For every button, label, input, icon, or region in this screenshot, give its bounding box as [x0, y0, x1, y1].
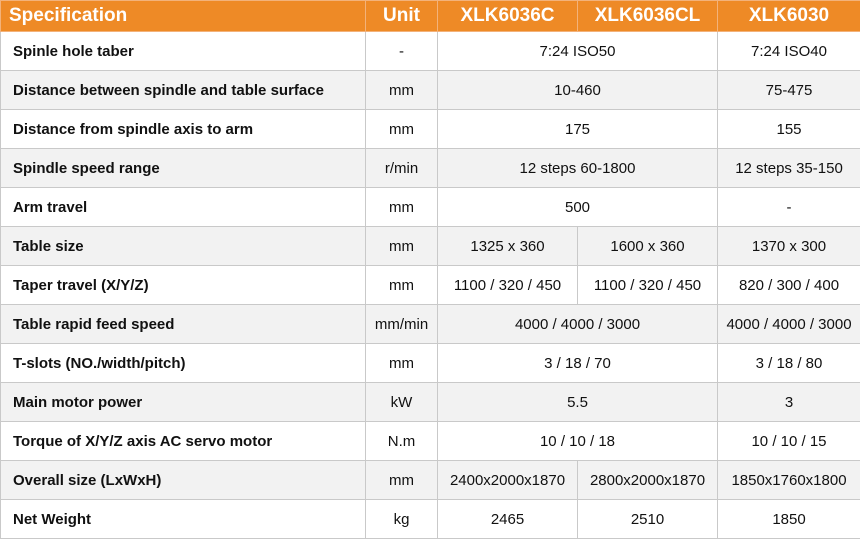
header-model-xlk6030: XLK6030 — [718, 1, 860, 32]
value-xlk6036c-xlk6036cl: 500 — [438, 188, 718, 227]
value-xlk6030: 155 — [718, 110, 860, 149]
spec-label: Arm travel — [1, 188, 366, 227]
value-xlk6036cl: 2510 — [578, 500, 718, 539]
header-model-xlk6036cl: XLK6036CL — [578, 1, 718, 32]
spec-unit: mm/min — [366, 305, 438, 344]
table-row — [1, 32, 860, 71]
spec-table-header — [1, 1, 860, 32]
value-xlk6036c: 2465 — [438, 500, 578, 539]
table-row — [1, 422, 860, 461]
spec-unit: mm — [366, 71, 438, 110]
value-xlk6030: 7:24 ISO40 — [718, 32, 860, 71]
value-xlk6036c-xlk6036cl: 12 steps 60-1800 — [438, 149, 718, 188]
value-xlk6036c: 2400x2000x1870 — [438, 461, 578, 500]
spec-label: Distance from spindle axis to arm — [1, 110, 366, 149]
value-xlk6036c-xlk6036cl: 10-460 — [438, 71, 718, 110]
table-row — [1, 344, 860, 383]
value-xlk6036cl: 2800x2000x1870 — [578, 461, 718, 500]
spec-table-body — [1, 32, 860, 539]
spec-label: T-slots (NO./width/pitch) — [1, 344, 366, 383]
value-xlk6036cl: 1100 / 320 / 450 — [578, 266, 718, 305]
table-row — [1, 500, 860, 539]
table-row — [1, 149, 860, 188]
spec-unit: mm — [366, 188, 438, 227]
spec-label: Torque of X/Y/Z axis AC servo motor — [1, 422, 366, 461]
header-row — [1, 1, 860, 32]
table-row — [1, 188, 860, 227]
value-xlk6030: 12 steps 35-150 — [718, 149, 860, 188]
spec-unit: r/min — [366, 149, 438, 188]
value-xlk6030: 3 — [718, 383, 860, 422]
table-row — [1, 266, 860, 305]
spec-label: Distance between spindle and table surface — [1, 71, 366, 110]
spec-unit: mm — [366, 266, 438, 305]
spec-unit: mm — [366, 227, 438, 266]
spec-label: Table rapid feed speed — [1, 305, 366, 344]
spec-label: Spinle hole taber — [1, 32, 366, 71]
value-xlk6036c-xlk6036cl: 7:24 ISO50 — [438, 32, 718, 71]
header-unit: Unit — [366, 1, 438, 32]
spec-label: Overall size (LxWxH) — [1, 461, 366, 500]
spec-unit: - — [366, 32, 438, 71]
value-xlk6030: 3 / 18 / 80 — [718, 344, 860, 383]
value-xlk6030: 1370 x 300 — [718, 227, 860, 266]
value-xlk6036c-xlk6036cl: 4000 / 4000 / 3000 — [438, 305, 718, 344]
value-xlk6036c-xlk6036cl: 10 / 10 / 18 — [438, 422, 718, 461]
value-xlk6030: 820 / 300 / 400 — [718, 266, 860, 305]
table-row — [1, 383, 860, 422]
spec-label: Net Weight — [1, 500, 366, 539]
value-xlk6030: 10 / 10 / 15 — [718, 422, 860, 461]
table-row — [1, 110, 860, 149]
table-row — [1, 461, 860, 500]
header-model-xlk6036c: XLK6036C — [438, 1, 578, 32]
table-row — [1, 71, 860, 110]
value-xlk6036c-xlk6036cl: 5.5 — [438, 383, 718, 422]
spec-label: Spindle speed range — [1, 149, 366, 188]
value-xlk6036c-xlk6036cl: 175 — [438, 110, 718, 149]
value-xlk6030: 4000 / 4000 / 3000 — [718, 305, 860, 344]
value-xlk6030: - — [718, 188, 860, 227]
value-xlk6030: 1850 — [718, 500, 860, 539]
spec-label: Main motor power — [1, 383, 366, 422]
table-row — [1, 305, 860, 344]
spec-unit: mm — [366, 110, 438, 149]
spec-label: Taper travel (X/Y/Z) — [1, 266, 366, 305]
spec-unit: mm — [366, 344, 438, 383]
spec-unit: kg — [366, 500, 438, 539]
spec-label: Table size — [1, 227, 366, 266]
spec-unit: N.m — [366, 422, 438, 461]
value-xlk6036c: 1100 / 320 / 450 — [438, 266, 578, 305]
spec-unit: mm — [366, 461, 438, 500]
spec-unit: kW — [366, 383, 438, 422]
header-specification: Specification — [1, 1, 366, 32]
table-row — [1, 227, 860, 266]
value-xlk6036c-xlk6036cl: 3 / 18 / 70 — [438, 344, 718, 383]
value-xlk6036c: 1325 x 360 — [438, 227, 578, 266]
value-xlk6030: 75-475 — [718, 71, 860, 110]
value-xlk6036cl: 1600 x 360 — [578, 227, 718, 266]
value-xlk6030: 1850x1760x1800 — [718, 461, 860, 500]
